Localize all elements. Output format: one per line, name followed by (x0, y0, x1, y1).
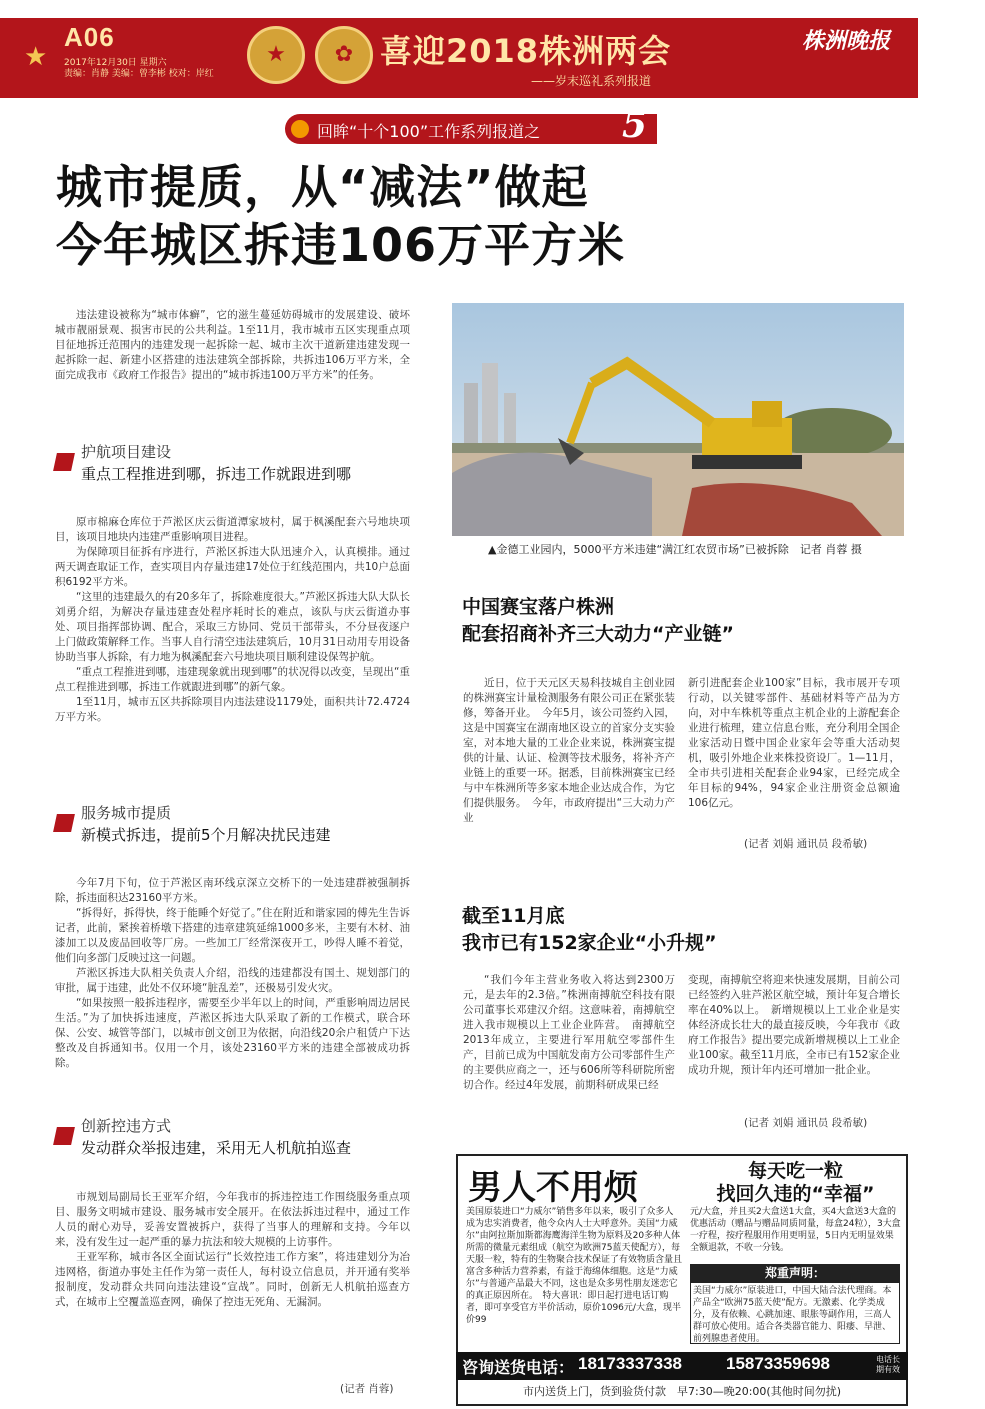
article-2-title-line2: 配套招商补齐三大动力“产业链” (462, 623, 734, 645)
article-3-title-line1: 截至11月底 (462, 905, 565, 927)
section-2-heading (55, 802, 415, 848)
section-marker-icon (53, 814, 75, 832)
section-marker-icon (53, 1127, 75, 1145)
section-3-heading (55, 1115, 415, 1161)
article-3-col2: 变现，南搏航空将迎来快速发展期，目前公司已经签约入驻芦淞区航空城，预计年复合增长率在40%以上。 新增规模以上工业企业是实体经济成长壮大的最直接反映，今年我市《政府工作报告》提出要完成新增规模以上工业企业100家。截至11月底，全市已有152家企业成功升规，预计年内还可增加一批企业。 (688, 974, 900, 1076)
article-2-headline (462, 594, 734, 648)
section-2-subtitle: 新模式拆违，提前5个月解决扰民违建 (81, 826, 331, 844)
article-2-credit: (记者 刘娟 通讯员 段希敏) (744, 838, 868, 850)
ad-phone-note: 电话长期有效 (876, 1355, 900, 1374)
header-editors: 责编：肖静 美编：曾李彬 校对：岸红 (64, 69, 214, 79)
ad-title: 男人不用烦 (468, 1168, 638, 1208)
photo-caption: ▲金德工业园内，5000平方米违建“满江红农贸市场”已被拆除 记者 肖蓉 摄 (488, 543, 862, 556)
demolition-photo (452, 303, 904, 536)
lead-paragraph: 违法建设被称为“城市体癣”，它的滋生蔓延妨碍城市的发展建设、破坏城市靓丽景观、损害市民的公共利益。1至11月，我市城市五区实现重点项目征地拆迁范围内的违建发现一起拆除一起、城市主次干道新建违建发现一起拆除一起、新建小区搭建的违法建筑全部拆除，共拆违106万平方米，全面完成我市《政府工作报告》提出的“城市拆违100万平方米”的任务。 (55, 309, 410, 381)
newspaper-logo: 株洲晚报 (801, 28, 890, 54)
section-marker-icon (53, 453, 75, 471)
series-bar (285, 104, 657, 146)
main-headline (56, 158, 625, 274)
advertisement (456, 1154, 908, 1406)
national-emblem-icon: ★ (247, 26, 305, 84)
page-header (0, 18, 918, 98)
series-dot-icon (291, 120, 309, 138)
ad-slogan (688, 1160, 903, 1206)
ad-left-text: 美国原装进口“力威尔”销售多年以来，吸引了众多人成为忠实消费者，他令众内人士大呼意外。美国“力威尔”由阿拉斯加斯都海鹰海洋生物为原料及20多种人体所需的微量元素组成（航空为欧洲75蓝天使配方），每天服一粒，特有的生物聚合技术保证了有效物质含量且富含多种活力营养素，有益于海绵体细胞。这是“力威尔”与普通产品最大不同，这也是众多男性朋友迷恋它的真正原因所在。 特大喜讯：即日起打进电话订购者，即可享受官方半价活动，原价1096元/大盒，现半价99 (466, 1207, 683, 1325)
section-2-title: 服务城市提质 (81, 804, 172, 822)
article-2-col1: 近日，位于天元区天易科技城自主创业园的株洲赛宝计量检测服务有限公司正在紧张装修，筹备开业。 今年5月，该公司签约入园，这是中国赛宝在湖南地区设立的首家分支实验室，对本地大量的工业企业来说，株洲赛宝提供的计量、认证、检测等技术服务，将补齐产业链上的重要一环。据悉，目前株洲赛宝已经与中车株洲所等多家本地企业达成合作，为它们提供服务。 今年，市政府提出“三大动力产业 (463, 677, 675, 824)
ad-footer: 市内送货上门，货到验货付款 早7:30—晚20:00(其他时间勿扰) (523, 1385, 841, 1398)
cppcc-emblem-icon: ✿ (315, 26, 373, 84)
section-1-subtitle: 重点工程推进到哪，拆违工作就跟进到哪 (81, 465, 352, 483)
section-3-credit: (记者 肖蓉) (340, 1383, 394, 1395)
article-2-col2: 新引进配套企业100家”目标，我市展开专项行动，以关键零部件、基础材料等产品为方向，对中车株机等重点主机企业的上游配套企业进行梳理，建立信息台账，充分利用全国企业家活动日暨中国企业家年会等重大活动契机，吸引外地企业来株投资设厂。1—11月，全市共引进相关配套企业94家，已经完成全年目标的94%，94家企业注册资金总额逾106亿元。 (688, 677, 900, 809)
article-2-title-line1: 中国赛宝落户株洲 (462, 596, 615, 618)
ad-slogan-line1: 每天吃一粒 (747, 1160, 843, 1182)
section-1-body: 原市棉麻仓库位于芦淞区庆云街道潭家坡村，属于枫溪配套六号地块项目，该项目地块内违建严重影响项目进程。 为保障项目征拆有序进行，芦淞区拆违大队迅速介入，认真模排。通过两天调查取证工作，查实项目内存量违建17处位于红线范围内，共10户总面积6192平方米。 “这里的违建最久的有20多年了，拆除难度很大。”芦淞区拆违大队大队长刘勇介绍，为解决存量违建查处程序耗时长的难点，该队与庆云街道办事处、项目指挥部协调、配合，采取三方协同、党员干部带头，不分昼夜逐户上门做政策解释工作。当事人自行清空违法建筑后，10月31日动用专用设备协助当事人拆除，有力地为枫溪配套六号地块项目顺利建设保驾护航。 “重点工程推进到哪，违建现象就出现到哪”的状况得以改变，呈现出“重点工程推进到哪，拆违工作就跟进到哪”的新气象。 1至11月，城市五区共拆除项目内违法建设1179处，面积共计72.4724万平方米。 (55, 516, 410, 723)
ad-slogan-line2: 找回久违的“幸福” (716, 1183, 875, 1205)
section-1-title: 护航项目建设 (81, 443, 172, 461)
section-2-body: 今年7月下旬，位于芦淞区南环线京深立交桥下的一处违建群被强制拆除，拆违面积达23160平方米。 “拆得好，拆得快，终于能睡个好觉了。”住在附近和谐家园的傅先生告诉记者，此前，紧挨着桥墩下搭建的违章建筑延绵1000多米，主要有木材、油漆加工以及废品回收等厂房。一些加工厂经常深夜开工，吵得人睡不着觉，他们向多部门反映过这一问题。 芦淞区拆违大队相关负责人介绍，沿线的违建都没有国土、规划部门的审批，属于违建，此处不仅环境“脏乱差”，还极易引发火灾。 “如果按照一般拆违程序，需要至少半年以上的时间，严重影响周边居民生活。”为了加快拆违速度，芦淞区拆违大队采取了新的工作模式，联合环保、公安、城管等部门，以城市创文创卫为依据，向沿线20余户租赁户下达整改及自拆通知书。仅用一个月，该处23160平方米的违建全部被成功拆除。 (55, 877, 410, 1069)
ad-phone-label: 咨询送货电话： (462, 1358, 575, 1377)
headline-line2: 今年城区拆违106万平方米 (56, 218, 626, 272)
banner-subtitle: ——岁末巡礼系列报道 (531, 74, 652, 88)
ad-notice-title: 郑重声明： (690, 1264, 900, 1282)
ad-notice-text: 美国“力威尔”原装进口，中国大陆合法代理商。本产品全“欧洲75蓝天使”配方。无激素、化学类成分，及有依赖、心跳加速、眼胀等副作用，三高人群可放心使用。适合各类器官能力、阳痿、早泄、前列腺患者使用。 (690, 1282, 900, 1344)
header-date: 2017年12月30日 星期六 (64, 58, 167, 68)
ad-phone-2[interactable]: 15873359698 (726, 1354, 831, 1373)
article-3-credit: (记者 刘娟 通讯员 段希敏) (744, 1117, 868, 1129)
ad-phone-bar (456, 1352, 908, 1380)
ad-phone-1[interactable]: 18173337338 (578, 1354, 683, 1373)
star-icon: ★ (24, 42, 48, 72)
section-1-heading (55, 441, 415, 487)
article-3-title-line2: 我市已有152家企业“小升规” (462, 932, 717, 954)
excavator-illustration (452, 303, 904, 536)
article-3-headline (462, 903, 717, 957)
series-number: 5 (621, 104, 647, 146)
headline-line1: 城市提质，从“减法”做起 (56, 160, 589, 214)
header-meta (64, 58, 234, 80)
page-number: A06 (64, 22, 115, 52)
article-3-col1: “我们今年主营业务收入将达到2300万元，是去年的2.3倍。”株洲南搏航空科技有限公司董事长邓建汉介绍。这意味着，南搏航空进入我市规模以上工业企业阵营。 南搏航空2013年成立，主要进行军用航空零部件生产，目前已成为中国航发南方公司零部件生产的主要供应商之一，还与606所等科研院所密切合作。经过4年发展，前期科研成果已经 (463, 974, 675, 1091)
ad-right-text: 元/大盒，并且买2大盒送1大盒，买4大盒送3大盒的优惠活动（赠品与赠品同质同量，每盒24粒），3大盒一疗程，按疗程服用作用更明显，5日内无明显效果全额退款，不收一分钱。 (690, 1207, 901, 1253)
section-3-title: 创新控违方式 (81, 1117, 172, 1135)
series-label: 回眸“十个100”工作系列报道之 (317, 122, 541, 141)
banner-title: 喜迎2018株洲两会 (380, 32, 672, 70)
section-3-subtitle: 发动群众举报违建，采用无人机航拍巡查 (81, 1139, 352, 1157)
section-3-body: 市规划局副局长王亚军介绍，今年我市的拆违控违工作围绕服务重点项目、服务文明城市建设、服务城市安全展开。在依法拆违过程中，通过工作人员的耐心劝导，妥善安置被拆户，获得了当事人的理解和支持。今年以来，没有发生过一起严重的暴力抗法和较大规模的上访事件。 王亚军称，城市各区全面试运行“长效控违工作方案”，将违建划分为冶违网格，街道办事处主任作为第一责任人，每村设立信息员，并开通有奖举报制度，发动群众共同向违法建设“宣战”。同时，创新无人机航拍巡查方式，在城市上空覆盖巡查网，确保了控违无死角、无漏洞。 (55, 1191, 410, 1308)
